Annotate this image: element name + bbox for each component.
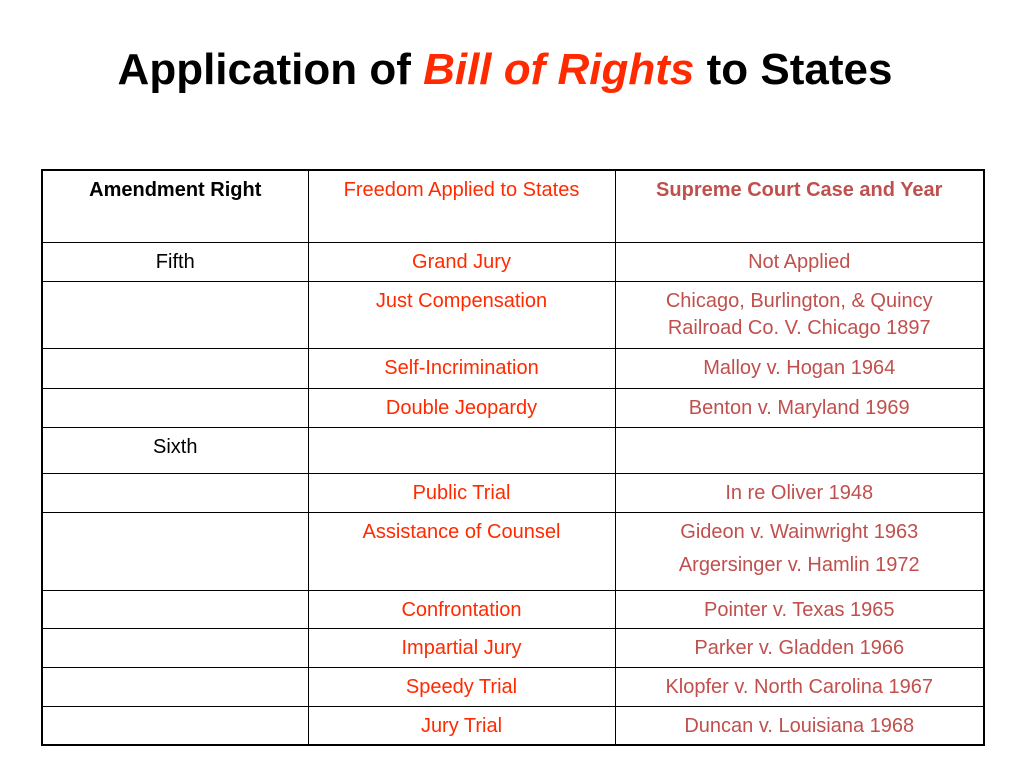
freedom-cell: Jury Trial xyxy=(308,706,615,745)
table-row xyxy=(42,388,984,427)
amendment-cell xyxy=(42,628,308,667)
freedom-cell: Just Compensation xyxy=(308,281,615,348)
court-case-cell xyxy=(615,590,984,628)
court-case-cell xyxy=(615,388,984,427)
amendment-cell xyxy=(42,590,308,628)
freedom-cell: Double Jeopardy xyxy=(308,388,615,427)
court-case-text: Benton v. Maryland 1969 xyxy=(688,396,910,419)
court-case-text-line-2: Railroad Co. V. Chicago 1897 xyxy=(667,316,931,339)
court-case-text: Parker v. Gladden 1966 xyxy=(694,636,905,659)
court-case-cell xyxy=(615,427,984,473)
court-case-cell xyxy=(615,348,984,388)
table-row xyxy=(42,512,984,590)
header-court-case: Supreme Court Case and Year xyxy=(615,170,984,242)
table-body xyxy=(42,242,984,745)
amendment-cell xyxy=(42,667,308,706)
amendment-cell xyxy=(42,281,308,348)
court-case-text-additional: Argersinger v. Hamlin 1972 xyxy=(678,553,920,576)
court-case-text: Pointer v. Texas 1965 xyxy=(704,598,895,621)
court-case-text: Duncan v. Louisiana 1968 xyxy=(684,714,915,737)
table-row xyxy=(42,667,984,706)
court-case-text: Not Applied xyxy=(748,250,851,273)
title-emphasis: Bill of Rights xyxy=(423,45,695,94)
title-part-1: Application of xyxy=(117,45,424,94)
slide-title xyxy=(0,42,1010,98)
table-row xyxy=(42,590,984,628)
amendment-cell: Sixth xyxy=(42,427,308,473)
freedom-cell: Impartial Jury xyxy=(308,628,615,667)
court-case-text: Klopfer v. North Carolina 1967 xyxy=(665,675,934,698)
court-case-cell xyxy=(615,473,984,512)
amendment-cell xyxy=(42,512,308,590)
table-row xyxy=(42,628,984,667)
table-row xyxy=(42,473,984,512)
amendment-cell xyxy=(42,706,308,745)
table-row xyxy=(42,242,984,281)
table-row xyxy=(42,281,984,348)
freedom-cell: Self-Incrimination xyxy=(308,348,615,388)
court-case-cell xyxy=(615,281,984,348)
amendment-cell xyxy=(42,388,308,427)
court-case-text: Gideon v. Wainwright 1963 xyxy=(680,520,919,543)
amendment-cell xyxy=(42,348,308,388)
court-case-cell xyxy=(615,706,984,745)
bill-of-rights-table xyxy=(41,169,985,746)
header-freedom-applied: Freedom Applied to States xyxy=(308,170,615,242)
table-row xyxy=(42,706,984,745)
freedom-cell: Confrontation xyxy=(308,590,615,628)
court-case-text: Malloy v. Hogan 1964 xyxy=(703,356,896,379)
freedom-cell: Assistance of Counsel xyxy=(308,512,615,590)
court-case-cell xyxy=(615,667,984,706)
freedom-cell xyxy=(308,427,615,473)
title-part-2: to States xyxy=(694,45,893,94)
amendment-cell xyxy=(42,473,308,512)
court-case-cell xyxy=(615,628,984,667)
court-case-cell xyxy=(615,242,984,281)
amendment-cell: Fifth xyxy=(42,242,308,281)
court-case-text: Chicago, Burlington, & Quincy xyxy=(665,289,933,312)
table-header-row xyxy=(42,170,984,242)
table-row xyxy=(42,427,984,473)
freedom-cell: Grand Jury xyxy=(308,242,615,281)
freedom-cell: Speedy Trial xyxy=(308,667,615,706)
header-amendment-right: Amendment Right xyxy=(42,170,308,242)
court-case-cell xyxy=(615,512,984,590)
court-case-text: In re Oliver 1948 xyxy=(725,481,874,504)
freedom-cell: Public Trial xyxy=(308,473,615,512)
table-row xyxy=(42,348,984,388)
